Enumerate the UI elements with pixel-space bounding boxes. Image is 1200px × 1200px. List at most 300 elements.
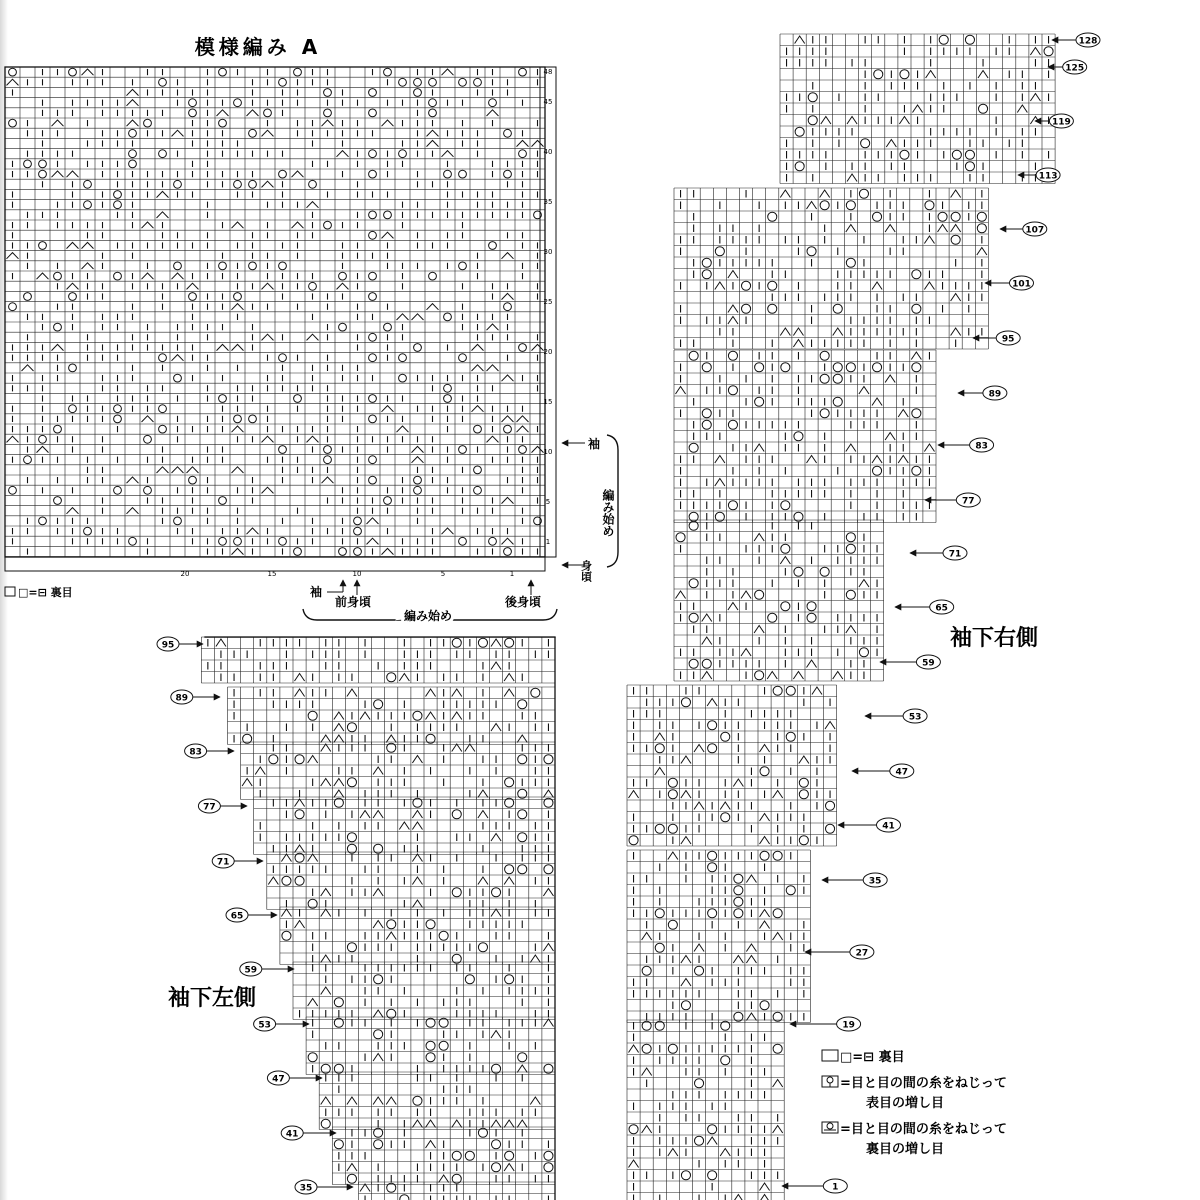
yarn-over	[413, 1096, 422, 1105]
decrease-stitch	[694, 802, 704, 810]
yarn-over	[965, 162, 974, 171]
yarn-over	[474, 425, 482, 433]
yarn-over	[519, 446, 527, 454]
yarn-over	[189, 476, 197, 484]
yarn-over	[912, 466, 921, 475]
yarn-over	[9, 303, 17, 311]
decrease-stitch	[491, 662, 501, 670]
yarn-over	[544, 755, 553, 764]
yarn-over	[219, 537, 227, 545]
decrease-stitch	[668, 1149, 678, 1157]
decrease-stitch	[898, 410, 908, 418]
yarn-over	[39, 435, 47, 443]
yarn-over	[452, 810, 461, 819]
decrease-stitch	[465, 744, 475, 752]
decrease-stitch	[793, 340, 803, 348]
yarn-over	[668, 778, 677, 787]
yarn-over	[799, 790, 808, 799]
yarn-over	[965, 35, 974, 44]
decrease-stitch	[491, 1031, 501, 1039]
decrease-stitch	[412, 877, 422, 885]
decrease-stitch	[502, 497, 514, 503]
yarn-over	[734, 886, 743, 895]
yarn-over	[354, 527, 362, 535]
decrease-stitch	[924, 282, 934, 290]
yarn-over	[702, 659, 711, 668]
decrease-stitch	[127, 508, 139, 514]
decrease-stitch	[502, 375, 514, 381]
decrease-stitch	[37, 273, 49, 279]
decrease-stitch	[517, 426, 529, 432]
yarn-over	[721, 1056, 730, 1065]
purl-legend-box	[5, 587, 15, 596]
decrease-stitch	[820, 190, 830, 198]
decrease-stitch	[694, 944, 704, 952]
decrease-stitch	[681, 956, 691, 964]
row-marker-label: 107	[1025, 225, 1045, 236]
decrease-stitch	[859, 580, 869, 588]
decrease-stitch	[702, 614, 712, 622]
row-marker-label: 113	[1038, 171, 1058, 182]
row-label: 45	[543, 98, 553, 106]
col-number-row	[5, 557, 545, 571]
yarn-over	[629, 1125, 638, 1134]
decrease-stitch	[746, 956, 756, 964]
decrease-stitch	[7, 436, 19, 442]
row-marker-label: 27	[855, 948, 869, 959]
decrease-stitch	[629, 1045, 639, 1053]
pattern-a-title: 模様編み A	[194, 35, 322, 59]
yarn-over	[39, 242, 47, 250]
decrease-stitch	[232, 426, 244, 432]
decrease-stitch	[187, 283, 199, 289]
yarn-over	[189, 99, 197, 107]
decrease-stitch	[52, 344, 64, 350]
decrease-stitch	[472, 344, 484, 350]
decrease-stitch	[382, 406, 394, 412]
yarn-over	[39, 160, 47, 168]
yarn-over	[826, 824, 835, 833]
yarn-over	[859, 648, 868, 657]
yarn-over	[347, 723, 356, 732]
decrease-stitch	[926, 71, 936, 79]
sleeve-right-title: 袖下右側	[950, 626, 1039, 651]
decrease-stitch	[741, 649, 751, 657]
yarn-over	[129, 537, 137, 545]
yarn-over	[846, 590, 855, 599]
sleeve-left-row-markers	[157, 637, 353, 1194]
decrease-stitch	[127, 477, 139, 483]
decrease-stitch	[924, 444, 934, 452]
decrease-stitch	[157, 467, 169, 473]
decrease-stitch	[487, 365, 499, 371]
yarn-over	[846, 201, 855, 210]
decrease-stitch	[676, 387, 686, 395]
yarn-over	[807, 602, 816, 611]
decrease-stitch	[478, 790, 488, 798]
yarn-over	[773, 851, 782, 860]
yarn-over	[294, 395, 302, 403]
decrease-stitch	[833, 672, 843, 680]
decrease-stitch	[382, 548, 394, 554]
yarn-over	[833, 374, 842, 383]
decrease-stitch	[67, 171, 79, 177]
decrease-stitch	[760, 1183, 770, 1191]
yarn-over	[309, 282, 317, 290]
decrease-stitch	[491, 724, 501, 732]
decrease-stitch	[885, 225, 895, 233]
yarn-over	[189, 293, 197, 301]
decrease-stitch	[82, 69, 94, 75]
decrease-stitch	[295, 674, 305, 682]
yarn-over	[979, 104, 988, 113]
yarn-over	[414, 486, 422, 494]
decrease-stitch	[439, 1175, 449, 1183]
yarn-over	[369, 293, 377, 301]
decrease-stitch	[67, 508, 79, 514]
decrease-stitch	[360, 712, 370, 720]
yarn-over	[295, 755, 304, 764]
yarn-over	[387, 673, 396, 682]
decrease-stitch	[532, 446, 544, 452]
decrease-stitch	[532, 140, 544, 146]
row-marker-label: 119	[1052, 117, 1071, 128]
decrease-stitch	[426, 712, 436, 720]
decrease-stitch	[780, 557, 790, 565]
decrease-stitch	[322, 120, 334, 126]
decrease-stitch	[142, 222, 154, 228]
yarn-over	[69, 364, 77, 372]
row-label: 25	[543, 298, 553, 306]
yarn-over	[159, 405, 167, 413]
decrease-stitch	[642, 1068, 652, 1076]
yarn-over	[755, 590, 764, 599]
sleeve-label: 袖	[588, 437, 601, 451]
decrease-stitch	[642, 933, 652, 941]
yarn-over	[369, 211, 377, 219]
decrease-stitch	[793, 672, 803, 680]
decrease-stitch	[386, 1097, 396, 1105]
row-marker-label: 128	[1078, 36, 1098, 47]
decrease-stitch	[491, 834, 501, 842]
yarn-over	[689, 579, 698, 588]
row-label: 48	[543, 68, 553, 76]
yarn-over	[174, 374, 182, 382]
decrease-stitch	[543, 944, 553, 952]
yarn-over	[518, 700, 527, 709]
bottom-sleeve-label: 袖	[310, 585, 323, 599]
yarn-over	[861, 139, 870, 148]
yarn-over	[519, 68, 527, 76]
decrease-stitch	[347, 1164, 357, 1172]
yarn-over	[279, 78, 287, 86]
decrease-stitch	[373, 1097, 383, 1105]
legend-twist-purl-line1: =目と目の間の糸をねじって	[840, 1122, 1007, 1137]
legend-twist-purl-line2: 裏目の増し目	[866, 1142, 945, 1157]
decrease-stitch	[773, 1080, 783, 1088]
decrease-stitch	[22, 365, 34, 371]
decrease-stitch	[262, 334, 274, 340]
yarn-over	[820, 409, 829, 418]
yarn-over	[279, 262, 287, 270]
decrease-stitch	[517, 140, 529, 146]
yarn-over	[492, 888, 501, 897]
yarn-over	[755, 671, 764, 680]
col-label: 15	[267, 570, 277, 578]
decrease-stitch	[715, 456, 725, 464]
yarn-over	[768, 281, 777, 290]
yarn-over	[414, 344, 422, 352]
yarn-over	[708, 851, 717, 860]
row-label: 5	[545, 498, 551, 506]
row-label: 15	[543, 398, 553, 406]
decrease-stitch	[1030, 48, 1040, 56]
decrease-stitch	[504, 674, 514, 682]
yarn-over	[504, 425, 512, 433]
yarn-over	[9, 119, 17, 127]
decrease-stitch	[846, 225, 856, 233]
yarn-over	[465, 1151, 474, 1160]
decrease-stitch	[67, 242, 79, 248]
row-marker-label: 125	[1065, 63, 1085, 74]
decrease-stitch	[412, 811, 422, 819]
yarn-over	[519, 150, 527, 158]
row-marker-label: 41	[285, 1129, 299, 1140]
decrease-stitch	[1017, 105, 1027, 113]
yarn-over	[474, 466, 482, 474]
pattern-a-legend: □=⊟ 裏目	[18, 586, 73, 599]
yarn-over	[900, 70, 909, 79]
yarn-over	[429, 109, 437, 117]
yarn-over	[773, 909, 782, 918]
decrease-stitch	[82, 242, 94, 248]
decrease-stitch	[504, 689, 514, 697]
decrease-stitch	[292, 171, 304, 177]
decrease-stitch	[504, 1120, 514, 1128]
decrease-stitch	[746, 875, 756, 883]
yarn-over	[452, 638, 461, 647]
decrease-stitch	[452, 744, 462, 752]
row-marker-label: 47	[272, 1074, 285, 1085]
yarn-over	[478, 638, 487, 647]
yarn-over	[219, 68, 227, 76]
yarn-over	[504, 170, 512, 178]
decrease-stitch	[426, 689, 436, 697]
yarn-over	[728, 420, 737, 429]
yarn-over	[439, 1041, 448, 1050]
decrease-stitch	[629, 1160, 639, 1168]
yarn-over	[874, 70, 883, 79]
decrease-stitch	[754, 444, 764, 452]
yarn-over	[519, 344, 527, 352]
yarn-over	[294, 548, 302, 556]
decrease-stitch	[780, 328, 790, 336]
decrease-stitch	[172, 273, 184, 279]
yarn-over	[504, 548, 512, 556]
decrease-stitch	[52, 120, 64, 126]
decrease-stitch	[821, 117, 831, 125]
body-label: 身頃	[579, 560, 593, 582]
decrease-stitch	[426, 1141, 436, 1149]
decrease-stitch	[715, 479, 725, 487]
yarn-over	[429, 272, 437, 280]
decrease-stitch	[702, 672, 712, 680]
yarn-over	[846, 533, 855, 542]
row-marker-label: 47	[895, 767, 909, 778]
yarn-over	[413, 711, 422, 720]
decrease-stitch	[793, 328, 803, 336]
yarn-over	[369, 476, 377, 484]
row-marker-label: 83	[189, 747, 202, 758]
yarn-over	[339, 548, 347, 556]
yarn-over	[668, 824, 677, 833]
decrease-stitch	[517, 1065, 527, 1073]
yarn-over	[807, 247, 816, 256]
yarn-over	[799, 836, 808, 845]
yarn-over	[234, 537, 242, 545]
yarn-over	[505, 975, 514, 984]
yarn-over	[668, 920, 677, 929]
decrease-stitch	[232, 304, 244, 310]
decrease-stitch	[127, 120, 139, 126]
decrease-stitch	[478, 811, 488, 819]
decrease-stitch	[795, 36, 805, 44]
yarn-over	[369, 272, 377, 280]
yarn-over	[354, 517, 362, 525]
decrease-stitch	[7, 253, 19, 259]
yarn-over	[249, 129, 257, 137]
row-marker-label: 71	[948, 549, 962, 560]
yarn-over	[820, 201, 829, 210]
decrease-stitch	[543, 889, 553, 897]
decrease-stitch	[847, 117, 857, 125]
decrease-stitch	[308, 999, 318, 1007]
yarn-over	[768, 212, 777, 221]
yarn-over	[354, 548, 362, 556]
decrease-stitch	[157, 191, 169, 197]
decrease-stitch	[232, 344, 244, 350]
yarn-over	[374, 700, 383, 709]
bottom-cast-on-label: 編み始め	[403, 609, 453, 623]
yarn-over	[324, 446, 332, 454]
decrease-stitch	[720, 802, 730, 810]
yarn-over	[518, 865, 527, 874]
yarn-over	[846, 363, 855, 372]
decrease-stitch	[543, 1019, 553, 1027]
yarn-over	[504, 303, 512, 311]
decrease-stitch	[1030, 117, 1040, 125]
row-marker-label: 53	[258, 1020, 271, 1031]
yarn-over	[444, 384, 452, 392]
yarn-over	[760, 767, 769, 776]
row-marker-label: 59	[922, 658, 935, 669]
yarn-over	[702, 270, 711, 279]
decrease-stitch	[728, 271, 738, 279]
yarn-over	[742, 304, 751, 313]
yarn-over	[129, 129, 137, 137]
decrease-stitch	[307, 436, 319, 442]
yarn-over	[544, 1163, 553, 1172]
yarn-over	[489, 99, 497, 107]
legend-twist-knit-line2: 表目の増し目	[866, 1096, 945, 1111]
yarn-over	[459, 78, 467, 86]
decrease-stitch	[899, 117, 909, 125]
decrease-stitch	[715, 282, 725, 290]
yarn-over	[234, 293, 242, 301]
decrease-stitch	[172, 467, 184, 473]
yarn-over	[951, 212, 960, 221]
yarn-over	[399, 150, 407, 158]
decrease-stitch	[681, 979, 691, 987]
decrease-stitch	[247, 528, 259, 534]
yarn-over	[426, 1041, 435, 1050]
decrease-stitch	[321, 909, 331, 917]
row-label: 20	[543, 348, 553, 356]
yarn-over	[234, 99, 242, 107]
row-marker-label: 59	[244, 965, 258, 976]
decrease-stitch	[334, 724, 344, 732]
decrease-stitch	[37, 446, 49, 452]
yarn-over	[219, 262, 227, 270]
yarn-over	[505, 1151, 514, 1160]
decrease-stitch	[295, 921, 305, 929]
yarn-over	[159, 78, 167, 86]
yarn-over	[755, 363, 764, 372]
yarn-over	[429, 99, 437, 107]
yarn-over	[249, 180, 257, 188]
decrease-stitch	[334, 779, 344, 787]
yarn-over	[708, 863, 717, 872]
yarn-over	[544, 1151, 553, 1160]
decrease-stitch	[373, 889, 383, 897]
yarn-over	[681, 698, 690, 707]
twist-purl-symbol-box	[822, 1122, 838, 1133]
decrease-stitch	[951, 328, 961, 336]
decrease-stitch	[452, 712, 462, 720]
yarn-over	[939, 35, 948, 44]
decrease-stitch	[67, 283, 79, 289]
yarn-over	[444, 170, 452, 178]
yarn-over	[786, 732, 795, 741]
yarn-over	[708, 909, 717, 918]
yarn-over	[689, 659, 698, 668]
yarn-over	[369, 333, 377, 341]
decrease-stitch	[885, 375, 895, 383]
decrease-stitch	[321, 987, 331, 995]
yarn-over	[69, 68, 77, 76]
yarn-over	[384, 497, 392, 505]
yarn-over	[492, 1163, 501, 1172]
yarn-over	[374, 1140, 383, 1149]
decrease-stitch	[127, 100, 139, 106]
decrease-stitch	[532, 344, 544, 350]
yarn-over	[54, 323, 62, 331]
row-marker-label: 101	[1012, 279, 1031, 290]
decrease-stitch	[951, 190, 961, 198]
decrease-stitch	[846, 626, 856, 634]
yarn-over	[414, 89, 422, 97]
yarn-over	[426, 920, 435, 929]
row-marker-label: 95	[161, 640, 175, 651]
decrease-stitch	[373, 811, 383, 819]
decrease-stitch	[746, 1013, 756, 1021]
decrease-stitch	[629, 791, 639, 799]
decrease-stitch	[308, 854, 318, 862]
decrease-stitch	[216, 639, 226, 647]
decrease-stitch	[491, 909, 501, 917]
yarn-over	[873, 466, 882, 475]
yarn-over	[444, 313, 452, 321]
